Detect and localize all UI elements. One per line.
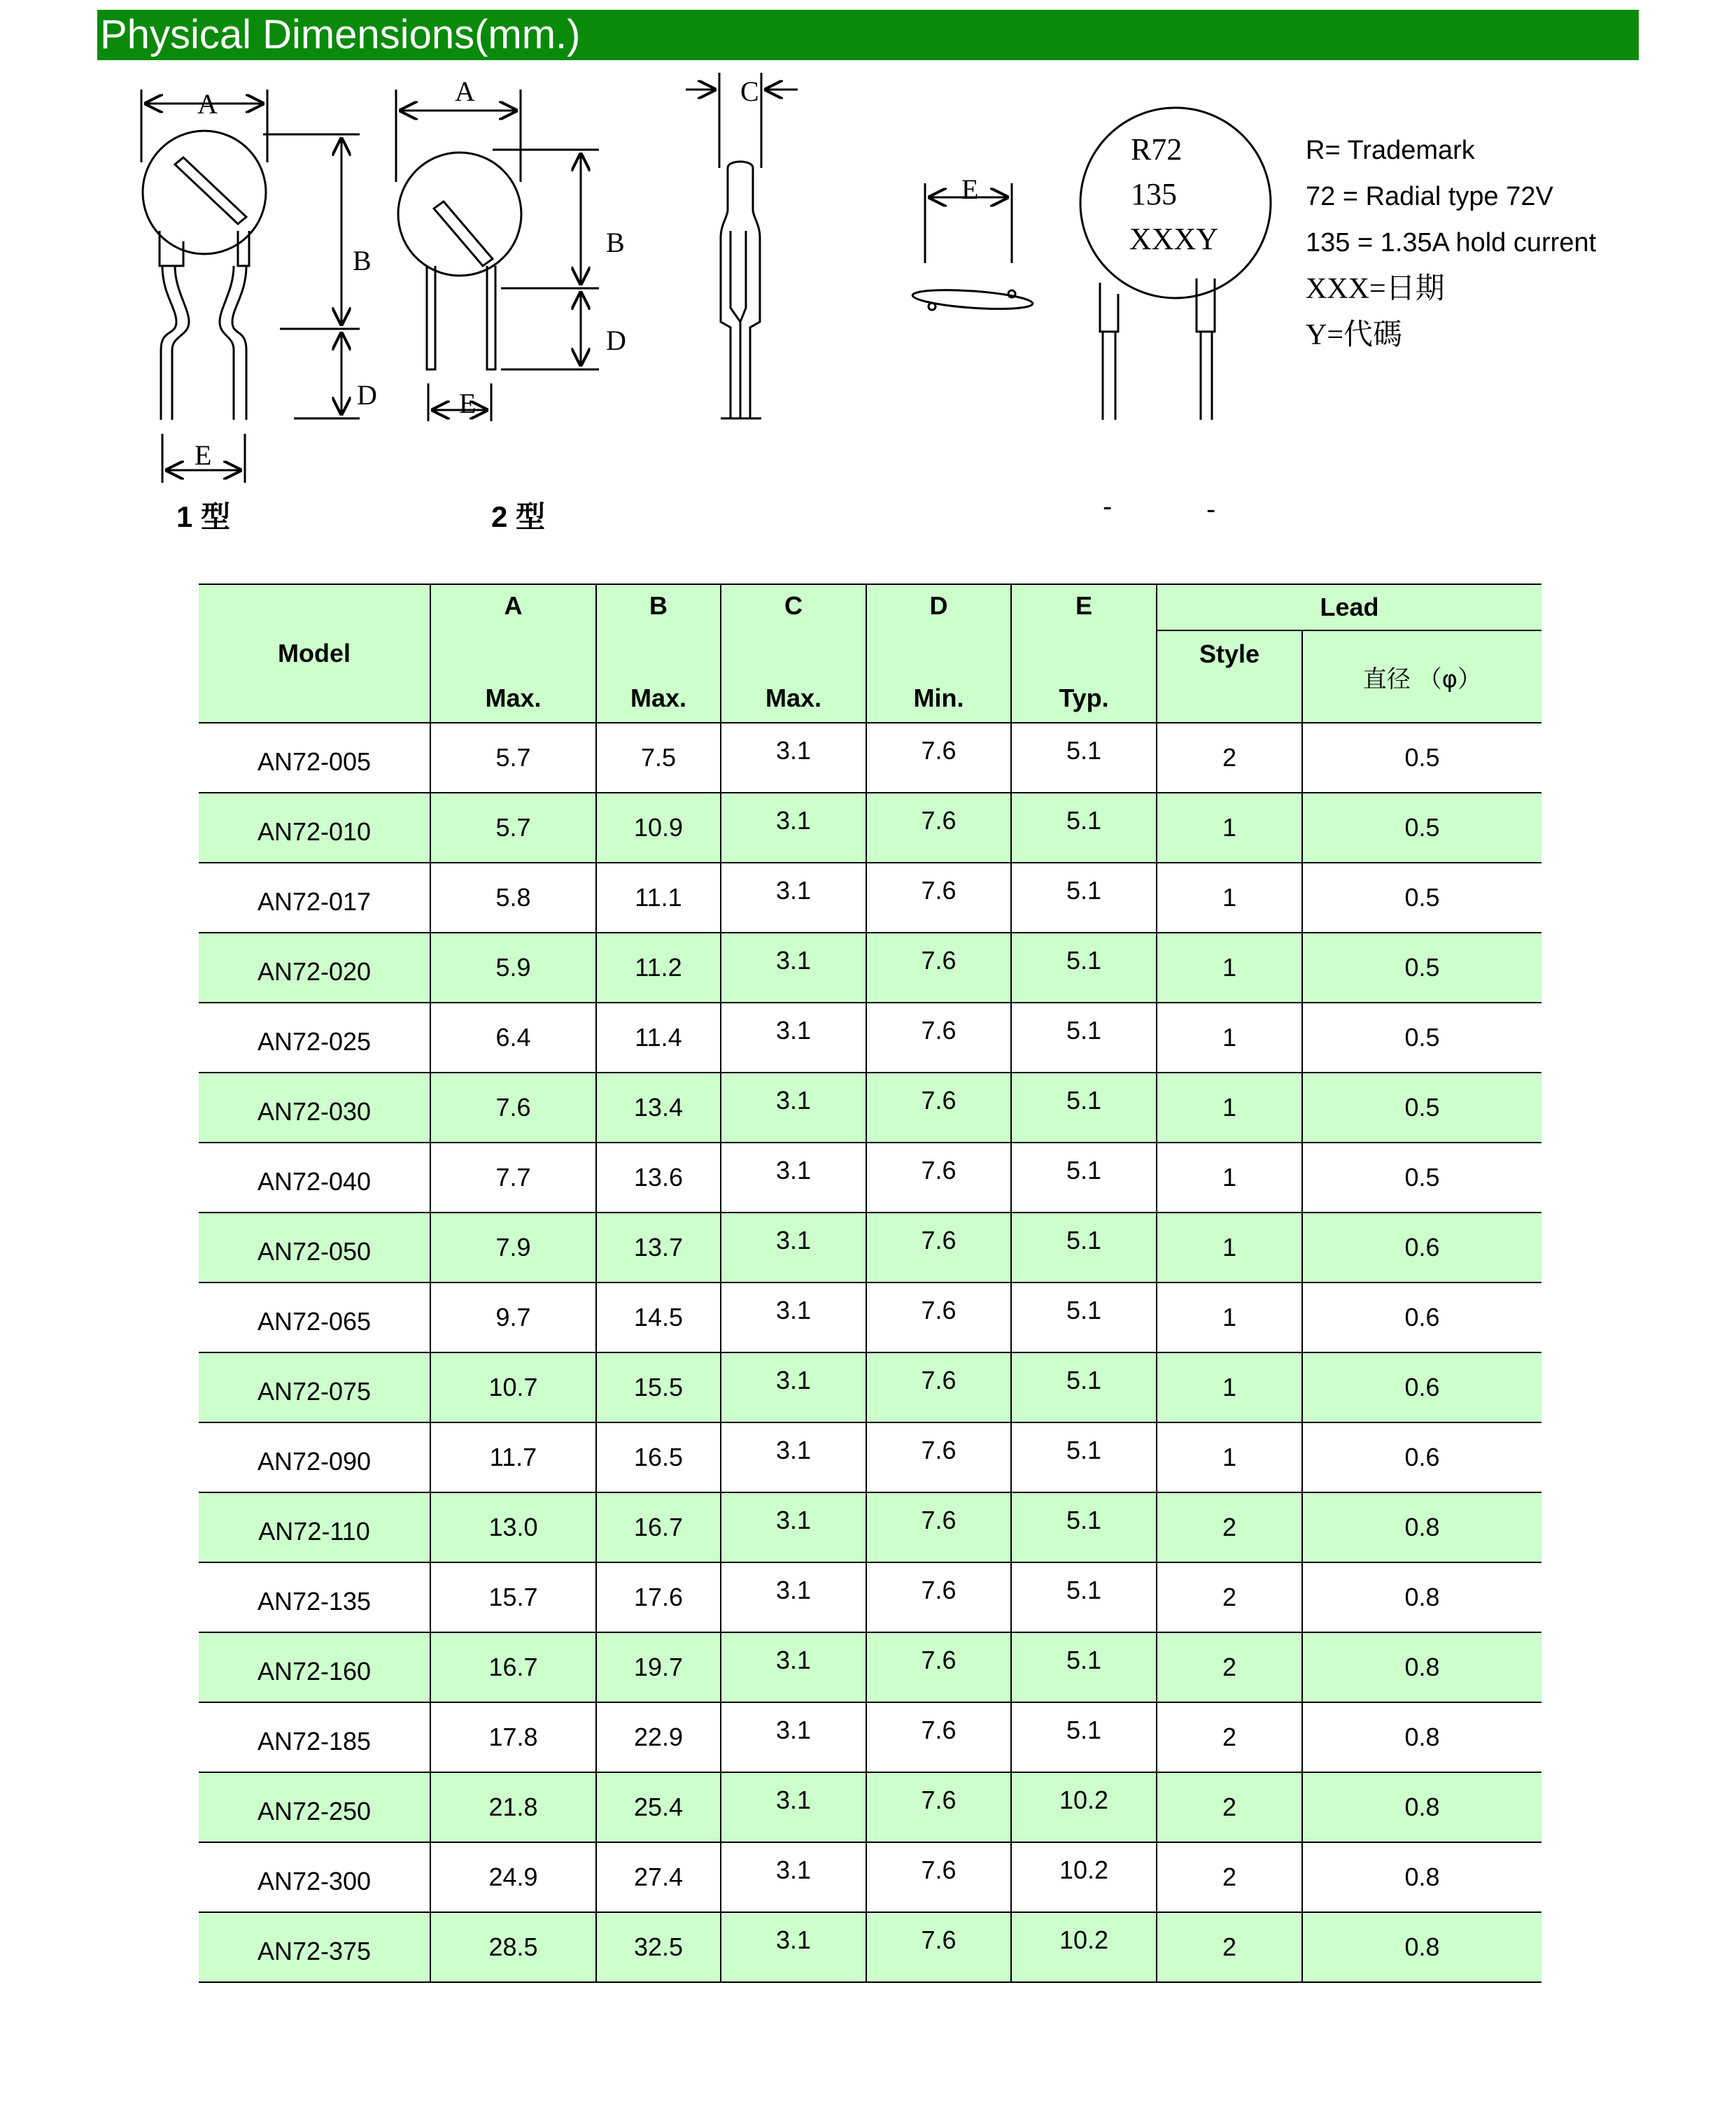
header-d — [866, 584, 1011, 723]
cell-model: AN72-160 — [199, 1632, 430, 1702]
cell-diameter: 0.8 — [1302, 1562, 1541, 1632]
cell-a: 13.0 — [430, 1492, 596, 1562]
cell-b: 11.2 — [596, 933, 721, 1003]
table-row — [199, 1772, 1541, 1842]
cell-c: 3.1 — [721, 1702, 866, 1772]
cell-diameter: 0.8 — [1302, 1632, 1541, 1702]
header-c — [721, 584, 866, 723]
cell-c: 3.1 — [721, 1282, 866, 1352]
cell-a: 7.7 — [430, 1143, 596, 1213]
legend-line-5: Y=代碼 — [1306, 319, 1403, 351]
header-d-sub: Min. — [913, 684, 964, 712]
cell-a: 11.7 — [430, 1422, 596, 1492]
cell-a: 5.8 — [430, 863, 596, 933]
type1-label-b: B — [353, 245, 372, 276]
cell-d: 7.6 — [866, 1352, 1011, 1422]
type1-caption: 1 型 — [176, 500, 231, 533]
cell-d: 7.6 — [866, 1213, 1011, 1282]
cell-model: AN72-135 — [199, 1562, 430, 1632]
table-row — [199, 1282, 1541, 1352]
cell-style: 2 — [1157, 1632, 1302, 1702]
type2-drawing — [396, 90, 599, 421]
cell-model: AN72-040 — [199, 1143, 430, 1213]
cell-diameter: 0.8 — [1302, 1492, 1541, 1562]
cell-model: AN72-300 — [199, 1842, 430, 1912]
cell-diameter: 0.8 — [1302, 1772, 1541, 1842]
cell-b: 14.5 — [596, 1282, 721, 1352]
cell-d: 7.6 — [866, 1282, 1011, 1352]
table-row — [199, 1562, 1541, 1632]
header-lead: Lead — [1157, 584, 1541, 630]
cell-d: 7.6 — [866, 1772, 1011, 1842]
cell-style: 2 — [1157, 1562, 1302, 1632]
cell-e: 5.1 — [1011, 1003, 1157, 1073]
cell-model: AN72-017 — [199, 863, 430, 933]
cell-diameter: 0.5 — [1302, 723, 1541, 793]
cell-c: 3.1 — [721, 1772, 866, 1842]
header-diameter: 直径 （φ） — [1302, 630, 1541, 723]
cell-model: AN72-050 — [199, 1213, 430, 1282]
cell-a: 6.4 — [430, 1003, 596, 1073]
cell-style: 2 — [1157, 1772, 1302, 1842]
cell-a: 28.5 — [430, 1912, 596, 1982]
cell-diameter: 0.6 — [1302, 1422, 1541, 1492]
type2-label-e: E — [459, 388, 477, 419]
cell-a: 5.7 — [430, 793, 596, 863]
cell-e: 5.1 — [1011, 1352, 1157, 1422]
marking-legend — [1306, 127, 1596, 358]
header-b-sub: Max. — [630, 684, 687, 712]
cell-b: 11.1 — [596, 863, 721, 933]
cell-model: AN72-025 — [199, 1003, 430, 1073]
type2-label-b: B — [606, 227, 625, 258]
cell-model: AN72-375 — [199, 1912, 430, 1982]
cell-e: 5.1 — [1011, 1282, 1157, 1352]
top-label-e: E — [961, 174, 979, 205]
cell-a: 15.7 — [430, 1562, 596, 1632]
cell-c: 3.1 — [721, 1073, 866, 1143]
cell-e: 10.2 — [1011, 1772, 1157, 1842]
marking-line2: 135 — [1131, 177, 1177, 211]
cell-diameter: 0.5 — [1302, 1073, 1541, 1143]
type2-label-d: D — [606, 325, 626, 356]
cell-style: 2 — [1157, 1912, 1302, 1982]
legend-line-4: XXX=日期 — [1306, 273, 1445, 305]
header-c-letter: C — [784, 591, 803, 620]
side-label-c: C — [740, 76, 759, 107]
cell-b: 22.9 — [596, 1702, 721, 1772]
header-a-letter: A — [504, 591, 523, 620]
page-title: Physical Dimensions(mm.) — [100, 12, 581, 57]
header-a-sub: Max. — [485, 684, 542, 712]
cell-e: 5.1 — [1011, 1632, 1157, 1702]
dimensions-table — [199, 584, 1541, 1983]
cell-e: 10.2 — [1011, 1912, 1157, 1982]
cell-b: 13.7 — [596, 1213, 721, 1282]
cell-c: 3.1 — [721, 1003, 866, 1073]
type1-label-d: D — [357, 379, 377, 411]
cell-style: 2 — [1157, 1492, 1302, 1562]
cell-c: 3.1 — [721, 1352, 866, 1422]
cell-c: 3.1 — [721, 1842, 866, 1912]
cell-e: 10.2 — [1011, 1842, 1157, 1912]
cell-diameter: 0.5 — [1302, 863, 1541, 933]
type2-label-a: A — [455, 76, 475, 107]
cell-a: 24.9 — [430, 1842, 596, 1912]
cell-model: AN72-250 — [199, 1772, 430, 1842]
cell-b: 13.6 — [596, 1143, 721, 1213]
cell-c: 3.1 — [721, 1632, 866, 1702]
cell-b: 32.5 — [596, 1912, 721, 1982]
cell-b: 11.4 — [596, 1003, 721, 1073]
type2-caption: 2 型 — [491, 500, 546, 533]
cell-b: 16.5 — [596, 1422, 721, 1492]
legend-line-3: 135 = 1.35A hold current — [1306, 228, 1597, 257]
table-row — [199, 863, 1541, 933]
table-row — [199, 723, 1541, 793]
cell-diameter: 0.5 — [1302, 1143, 1541, 1213]
cell-model: AN72-030 — [199, 1073, 430, 1143]
cell-d: 7.6 — [866, 1143, 1011, 1213]
table-row — [199, 1912, 1541, 1982]
cell-d: 7.6 — [866, 1912, 1011, 1982]
cell-a: 5.9 — [430, 933, 596, 1003]
cell-e: 5.1 — [1011, 1562, 1157, 1632]
cell-e: 5.1 — [1011, 1702, 1157, 1772]
cell-style: 1 — [1157, 1422, 1302, 1492]
cell-e: 5.1 — [1011, 1073, 1157, 1143]
cell-style: 1 — [1157, 1143, 1302, 1213]
cell-d: 7.6 — [866, 1842, 1011, 1912]
header-e-sub: Typ. — [1059, 684, 1109, 712]
cell-diameter: 0.8 — [1302, 1702, 1541, 1772]
cell-b: 7.5 — [596, 723, 721, 793]
cell-model: AN72-090 — [199, 1422, 430, 1492]
cell-e: 5.1 — [1011, 863, 1157, 933]
cell-model: AN72-010 — [199, 793, 430, 863]
cell-diameter: 0.6 — [1302, 1282, 1541, 1352]
side-view-drawing — [686, 73, 798, 418]
header-e-letter: E — [1075, 591, 1092, 620]
cell-a: 16.7 — [430, 1632, 596, 1702]
legend-line-1: R= Trademark — [1306, 136, 1475, 165]
cell-b: 19.7 — [596, 1632, 721, 1702]
table-row — [199, 793, 1541, 863]
cell-a: 5.7 — [430, 723, 596, 793]
marking-line3: XXXY — [1129, 222, 1219, 256]
table-row — [199, 1213, 1541, 1282]
cell-a: 21.8 — [430, 1772, 596, 1842]
cell-diameter: 0.8 — [1302, 1912, 1541, 1982]
cell-diameter: 0.5 — [1302, 933, 1541, 1003]
header-b-letter: B — [649, 591, 668, 620]
cell-style: 1 — [1157, 863, 1302, 933]
cell-d: 7.6 — [866, 723, 1011, 793]
cell-a: 10.7 — [430, 1352, 596, 1422]
cell-d: 7.6 — [866, 1702, 1011, 1772]
cell-d: 7.6 — [866, 863, 1011, 933]
cell-e: 5.1 — [1011, 1422, 1157, 1492]
marking-line1: R72 — [1131, 132, 1183, 167]
type1-label-a: A — [197, 88, 218, 120]
cell-diameter: 0.8 — [1302, 1842, 1541, 1912]
cell-c: 3.1 — [721, 793, 866, 863]
cell-c: 3.1 — [721, 1213, 866, 1282]
cell-c: 3.1 — [721, 1492, 866, 1562]
header-e — [1011, 584, 1157, 723]
cell-e: 5.1 — [1011, 933, 1157, 1003]
cell-b: 16.7 — [596, 1492, 721, 1562]
cell-d: 7.6 — [866, 1632, 1011, 1702]
cell-model: AN72-020 — [199, 933, 430, 1003]
cell-a: 9.7 — [430, 1282, 596, 1352]
header-d-letter: D — [929, 591, 948, 620]
cell-diameter: 0.6 — [1302, 1213, 1541, 1282]
cell-c: 3.1 — [721, 1143, 866, 1213]
cell-b: 25.4 — [596, 1772, 721, 1842]
cell-c: 3.1 — [721, 1912, 866, 1982]
cell-e: 5.1 — [1011, 1143, 1157, 1213]
cell-d: 7.6 — [866, 1562, 1011, 1632]
table-row — [199, 1422, 1541, 1492]
cell-c: 3.1 — [721, 1422, 866, 1492]
header-model: Model — [199, 584, 430, 723]
table-row — [199, 1632, 1541, 1702]
legend-line-2: 72 = Radial type 72V — [1306, 182, 1553, 211]
cell-c: 3.1 — [721, 1562, 866, 1632]
type1-drawing — [141, 90, 360, 483]
cell-model: AN72-075 — [199, 1352, 430, 1422]
cell-style: 1 — [1157, 1003, 1302, 1073]
cell-c: 3.1 — [721, 933, 866, 1003]
cell-b: 10.9 — [596, 793, 721, 863]
cell-style: 2 — [1157, 1702, 1302, 1772]
table-row — [199, 1003, 1541, 1073]
cell-d: 7.6 — [866, 793, 1011, 863]
cell-style: 1 — [1157, 933, 1302, 1003]
cell-style: 1 — [1157, 1352, 1302, 1422]
cell-b: 27.4 — [596, 1842, 721, 1912]
cell-style: 1 — [1157, 1213, 1302, 1282]
cell-d: 7.6 — [866, 1003, 1011, 1073]
cell-e: 5.1 — [1011, 793, 1157, 863]
table-row — [199, 1492, 1541, 1562]
cell-e: 5.1 — [1011, 1213, 1157, 1282]
dash-2: - — [1206, 494, 1216, 525]
cell-a: 17.8 — [430, 1702, 596, 1772]
cell-d: 7.6 — [866, 1422, 1011, 1492]
cell-diameter: 0.6 — [1302, 1352, 1541, 1422]
dash-1: - — [1103, 491, 1113, 522]
cell-d: 7.6 — [866, 1492, 1011, 1562]
table-row — [199, 1842, 1541, 1912]
cell-model: AN72-110 — [199, 1492, 430, 1562]
table-row — [199, 933, 1541, 1003]
cell-model: AN72-185 — [199, 1702, 430, 1772]
cell-style: 1 — [1157, 1282, 1302, 1352]
cell-a: 7.9 — [430, 1213, 596, 1282]
table-row — [199, 1352, 1541, 1422]
cell-diameter: 0.5 — [1302, 793, 1541, 863]
table-body — [199, 723, 1541, 1982]
table-row — [199, 1143, 1541, 1213]
cell-d: 7.6 — [866, 933, 1011, 1003]
cell-b: 15.5 — [596, 1352, 721, 1422]
cell-c: 3.1 — [721, 723, 866, 793]
cell-style: 1 — [1157, 1073, 1302, 1143]
cell-c: 3.1 — [721, 863, 866, 933]
cell-style: 2 — [1157, 1842, 1302, 1912]
header-style: Style — [1157, 630, 1302, 723]
header-a — [430, 584, 596, 723]
header-c-sub: Max. — [765, 684, 822, 712]
header-b — [596, 584, 721, 723]
cell-e: 5.1 — [1011, 1492, 1157, 1562]
cell-style: 1 — [1157, 793, 1302, 863]
table-row — [199, 1073, 1541, 1143]
cell-diameter: 0.5 — [1302, 1003, 1541, 1073]
cell-model: AN72-065 — [199, 1282, 430, 1352]
table-row — [199, 1702, 1541, 1772]
cell-d: 7.6 — [866, 1073, 1011, 1143]
cell-b: 13.4 — [596, 1073, 721, 1143]
cell-a: 7.6 — [430, 1073, 596, 1143]
cell-style: 2 — [1157, 723, 1302, 793]
type1-label-e: E — [195, 439, 212, 471]
cell-e: 5.1 — [1011, 723, 1157, 793]
cell-b: 17.6 — [596, 1562, 721, 1632]
cell-model: AN72-005 — [199, 723, 430, 793]
